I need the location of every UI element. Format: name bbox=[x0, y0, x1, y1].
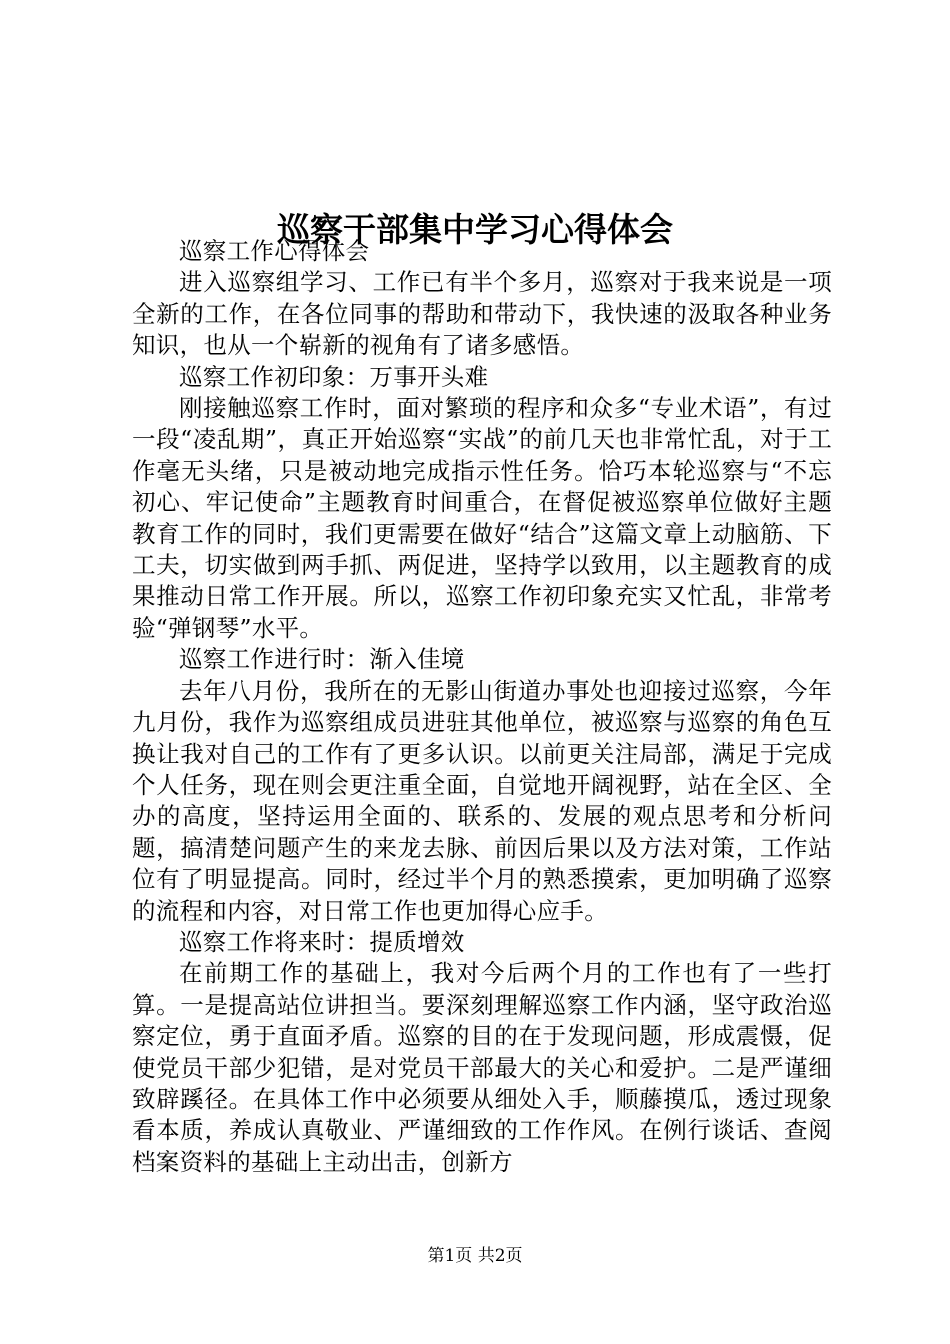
paragraph-heading-in-progress: 巡察工作进行时：渐入佳境 bbox=[179, 645, 465, 674]
paragraph-heading-intro: 巡察工作心得体会 bbox=[179, 237, 370, 265]
paragraph-heading-first-impression: 巡察工作初印象：万事开头难 bbox=[179, 362, 489, 391]
paragraph: 刚接触巡察工作时，面对繁琐的程序和众多“专业术语”，有过一段“凌乱期”，真正开始巡察“实战”的前几天也非常忙乱，对于工作毫无头绪，只是被动地完成指示性任务。恰巧本轮巡察与“不忘初心、牢记使命”主题教育时间重合，在督促被巡察单位做好主题教育工作的同时，我们更需要在做好“结合”这篇文章上动脑筋、下工夫，切实做到两手抓、两促进，坚持学以致用，以主题教育的成果推动日常工作开展。所以，巡察工作初印象充实又忙乱，非常考验“弹钢琴”水平。 bbox=[132, 394, 832, 642]
document-body bbox=[132, 236, 832, 1178]
paragraph: 进入巡察组学习、工作已有半个多月，巡察对于我来说是一项全新的工作，在各位同事的帮助和带动下，我快速的汲取各种业务知识，也从一个崭新的视角有了诸多感悟。 bbox=[132, 268, 832, 360]
document-title: 巡察干部集中学习心得体会 bbox=[277, 210, 673, 250]
paragraph: 去年八月份，我所在的无影山街道办事处也迎接过巡察，今年九月份，我作为巡察组成员进驻其他单位，被巡察与巡察的角色互换让我对自己的工作有了更多认识。以前更关注局部，满足于完成个人任务，现在则会更注重全面，自觉地开阔视野，站在全区、全办的高度，坚持运用全面的、联系的、发展的观点思考和分析问题，搞清楚问题产生的来龙去脉、前因后果以及方法对策，工作站位有了明显提高。同时，经过半个月的熟悉摸索，更加明确了巡察的流程和内容，对日常工作也更加得心应手。 bbox=[132, 676, 832, 925]
paragraph: 在前期工作的基础上，我对今后两个月的工作也有了一些打算。一是提高站位讲担当。要深刻理解巡察工作内涵，坚守政治巡察定位，勇于直面矛盾。巡察的目的在于发现问题，形成震慑，促使党员干部少犯错，是对党员干部最大的关心和爱护。二是严谨细致辟蹊径。在具体工作中必须要从细处入手，顺藤摸瓜，透过现象看本质，养成认真敬业、严谨细致的工作作风。在例行谈话、查阅档案资料的基础上主动出击，创新方 bbox=[132, 959, 832, 1176]
page-footer: 第1页 共2页 bbox=[427, 1246, 523, 1266]
paragraph-heading-future: 巡察工作将来时：提质增效 bbox=[179, 927, 465, 956]
